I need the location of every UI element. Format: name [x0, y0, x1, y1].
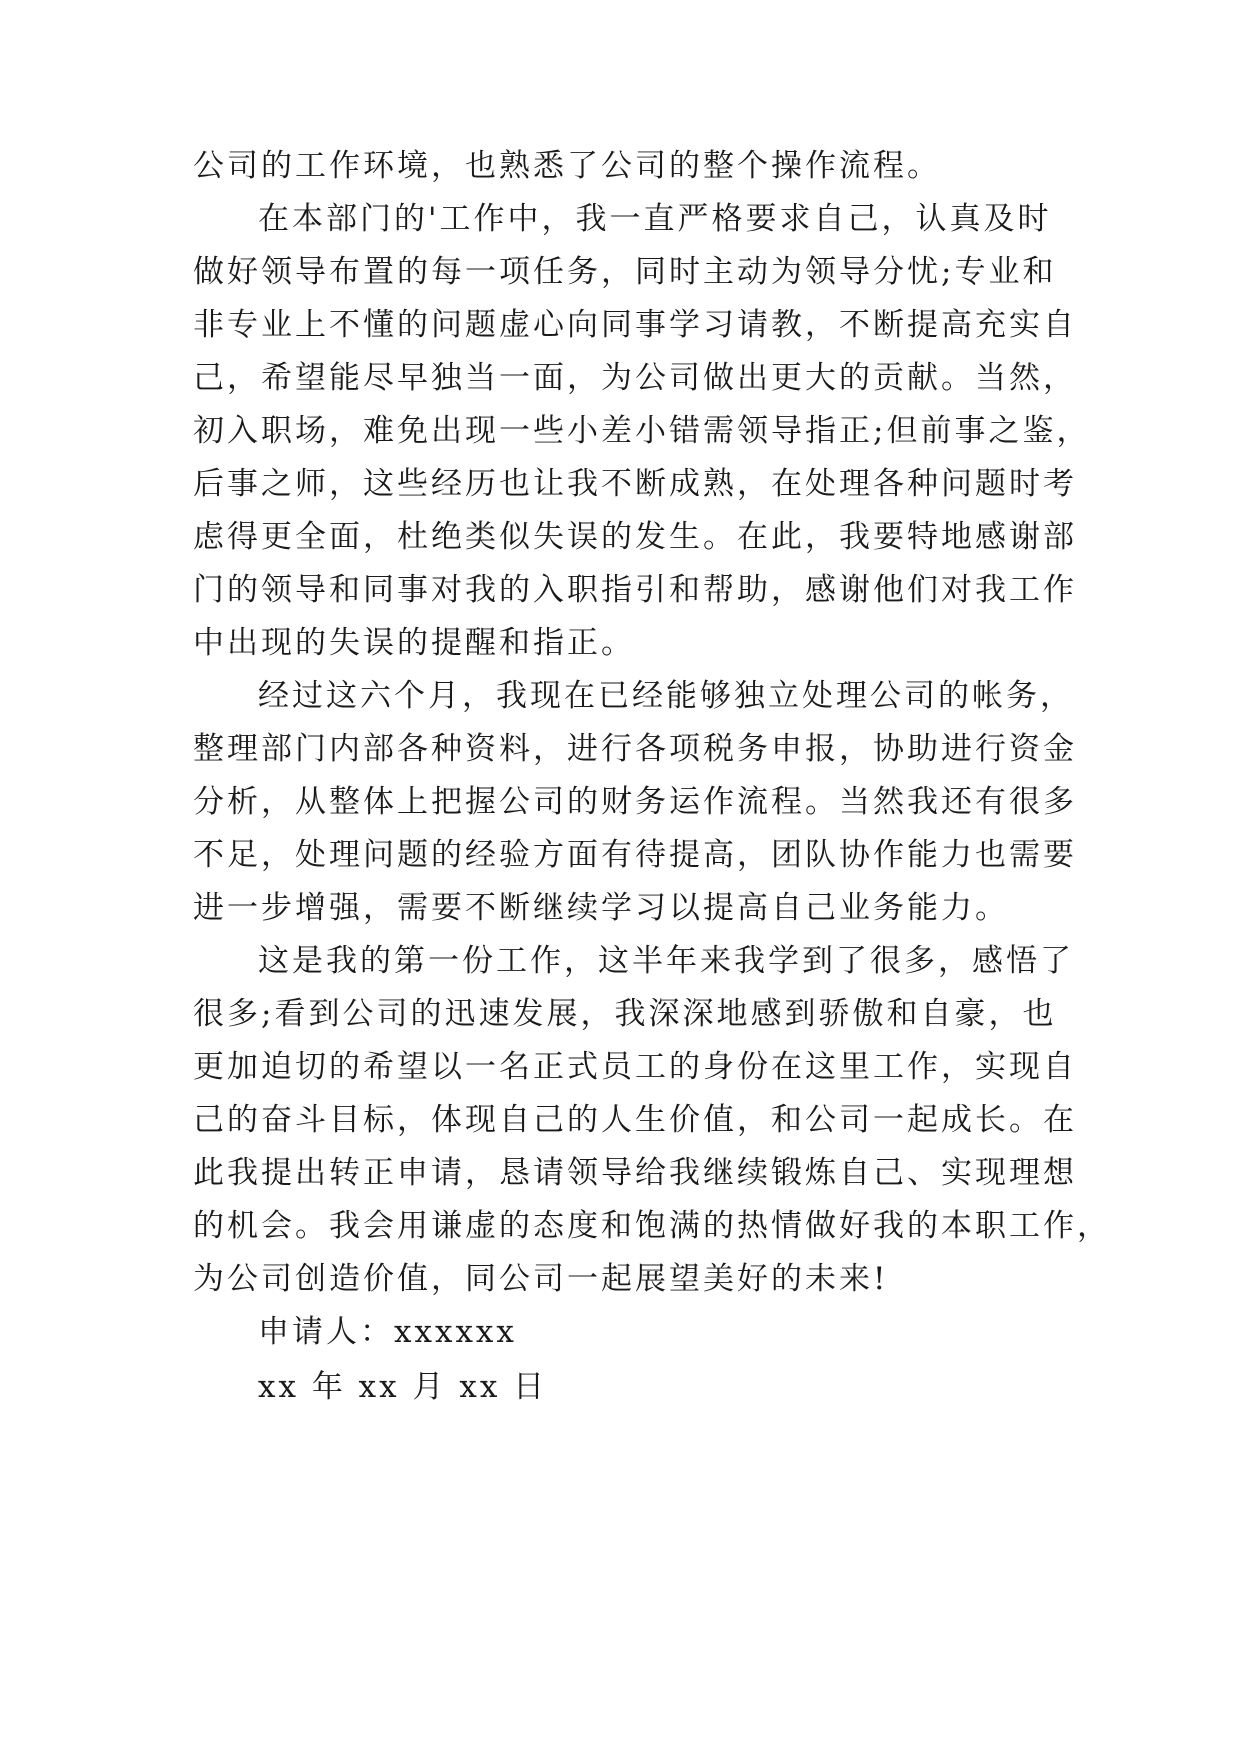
- text-line: 做好领导布置的每一项任务，同时主动为领导分忧;专业和: [193, 254, 1057, 290]
- text-line: 己，希望能尽早独当一面，为公司做出更大的贡献。当然，: [193, 360, 1077, 396]
- text-line: 的机会。我会用谦虚的态度和饱满的热情做好我的本职工作，: [193, 1208, 1111, 1244]
- paragraph-start: 在本部门的'工作中，我一直严格要求自己，认真及时: [258, 201, 1052, 237]
- text-line: 更加迫切的希望以一名正式员工的身份在这里工作，实现自: [193, 1049, 1077, 1085]
- text-line: 分析，从整体上把握公司的财务运作流程。当然我还有很多: [193, 784, 1077, 820]
- text-line: 很多;看到公司的迅速发展，我深深地感到骄傲和自豪，也: [193, 996, 1057, 1032]
- text-line: 非专业上不懂的问题虚心向同事学习请教，不断提高充实自: [193, 307, 1077, 343]
- text-line: 不足，处理问题的经验方面有待提高，团队协作能力也需要: [193, 837, 1077, 873]
- paragraph-start: 这是我的第一份工作，这半年来我学到了很多，感悟了: [258, 943, 1074, 979]
- text-line: 门的领导和同事对我的入职指引和帮助，感谢他们对我工作: [193, 572, 1077, 608]
- text-line: 虑得更全面，杜绝类似失误的发生。在此，我要特地感谢部: [193, 519, 1077, 555]
- applicant-signature: 申请人：xxxxxx: [258, 1314, 517, 1350]
- text-line: 进一步增强，需要不断继续学习以提高自己业务能力。: [193, 890, 1009, 926]
- text-line: 此我提出转正申请，恳请领导给我继续锻炼自己、实现理想: [193, 1155, 1077, 1191]
- text-line: 为公司创造价值，同公司一起展望美好的未来!: [193, 1261, 889, 1297]
- text-line: 初入职场，难免出现一些小差小错需领导指正;但前事之鉴，: [193, 413, 1091, 449]
- text-line: 整理部门内部各种资料，进行各项税务申报，协助进行资金: [193, 731, 1077, 767]
- paragraph-start: 经过这六个月，我现在已经能够独立处理公司的帐务，: [258, 678, 1074, 714]
- text-line: 己的奋斗目标，体现自己的人生价值，和公司一起成长。在: [193, 1102, 1077, 1138]
- application-date: xx 年 xx 月 xx 日: [258, 1369, 548, 1405]
- text-line: 公司的工作环境，也熟悉了公司的整个操作流程。: [193, 148, 941, 184]
- text-line: 中出现的失误的提醒和指正。: [193, 625, 635, 661]
- text-line: 后事之师，这些经历也让我不断成熟，在处理各种问题时考: [193, 466, 1077, 502]
